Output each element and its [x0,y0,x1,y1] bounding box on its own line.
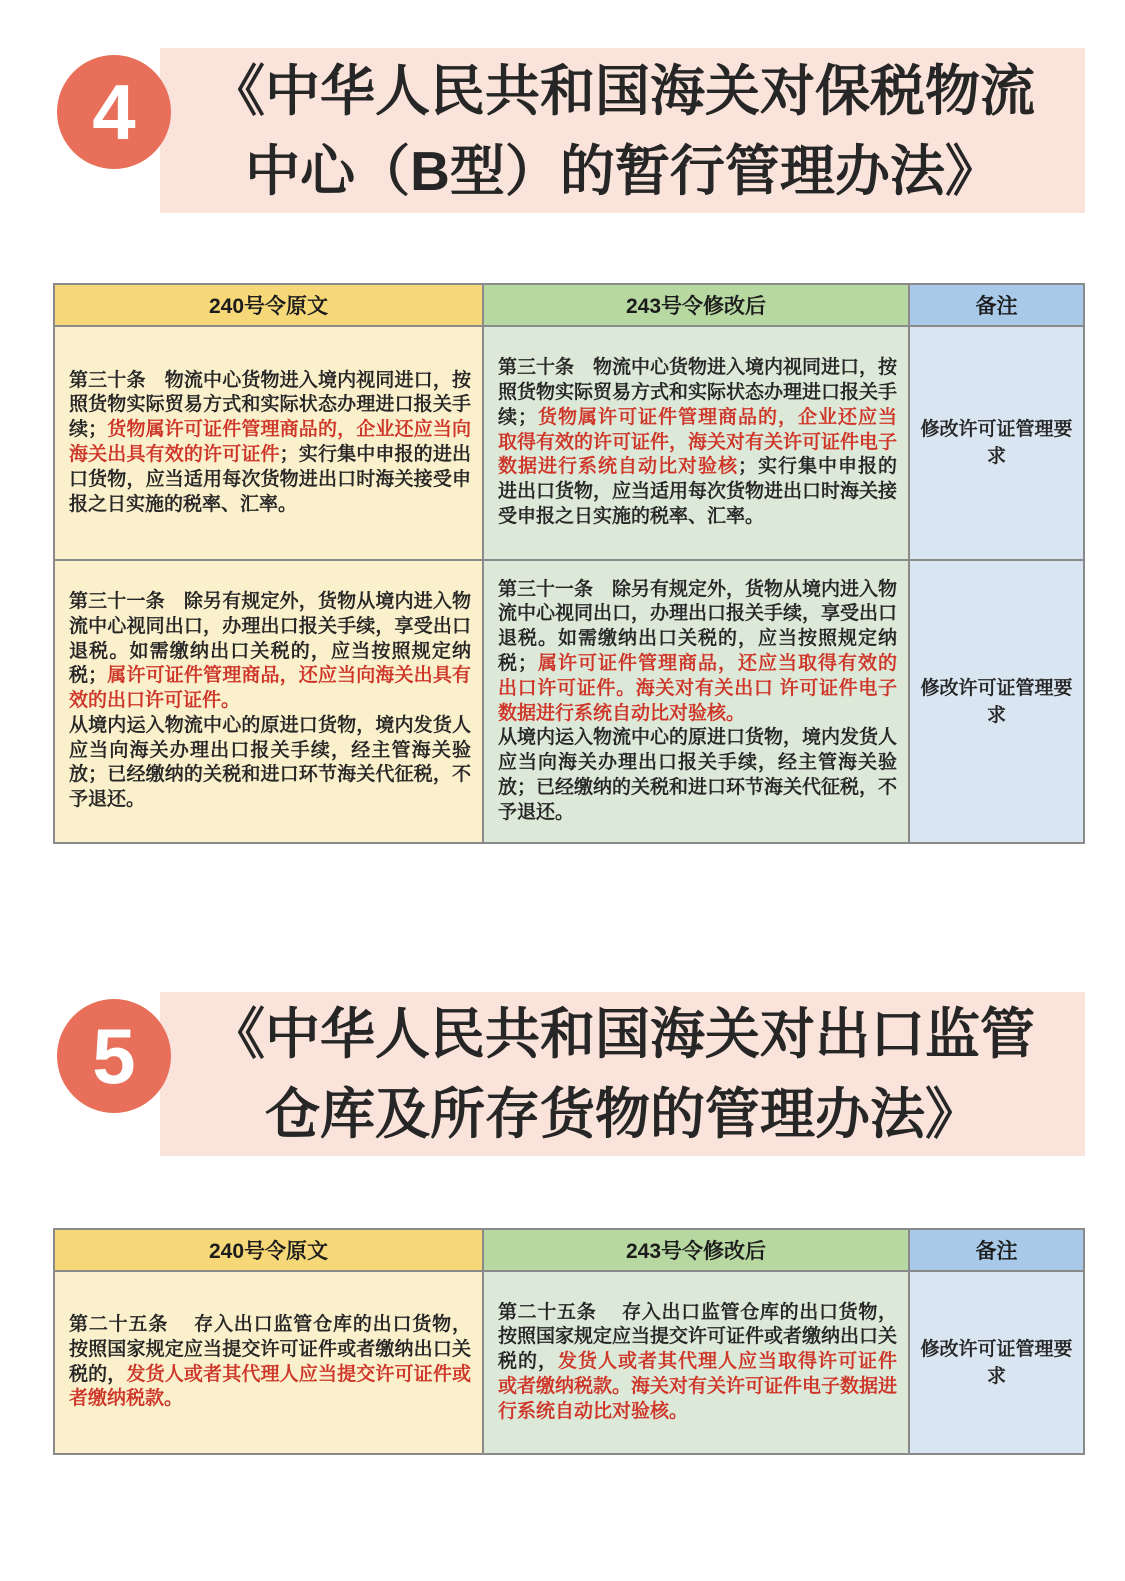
column-header-note: 备注 [909,1229,1084,1271]
cell-revised-article-31 [483,560,909,843]
text-segment: 第二十五条 存入出口监管仓库的出口货物，按照国家规定应当提交许可证件或者缴纳出口关税的， [498,1301,898,1373]
table-header-row [54,284,1084,326]
text-segment: 第三十一条 除另有规定外，货物从境内进入物流中心视同出口，办理出口报关手续，享受出口退税。如需缴纳出口关税的，应当按照规定纳税； [498,578,898,674]
text-segment-highlight: 属许可证件管理商品，还应当向海关出具有效的出口许可证件。 [69,665,471,712]
table-row [54,326,1084,560]
cell-original-article-25 [54,1271,483,1454]
text-segment-highlight: 发货人或者其代理人应当取得许可证件或者缴纳税款。海关对有关许可证件电子数据进行系统自动比对验核。 [498,1351,898,1422]
section-title-line-1: 《中华人民共和国海关对出口监管 [209,1003,1035,1065]
section-5 [0,992,1125,1455]
text-segment: 第三十条 物流中心货物进入境内视同进口，按照货物实际贸易方式和实际状态办理进口报关手续； [69,369,471,441]
cell-note: 修改许可证管理要求 [909,1271,1084,1454]
section-title-line-2: 仓库及所存货物的管理办法》 [264,1083,980,1145]
text-segment-highlight: 货物属许可证件管理商品的，企业还应当取得有效的许可证件，海关对有关许可证件电子数据进行系统自动比对验核 [498,406,898,478]
text-segment: 从境内运入物流中心的原进口货物，境内发货人应当向海关办理出口报关手续，经主管海关验放；已经缴纳的关税和进口环节海关代征税，不予退还。 [69,714,471,811]
section-4 [0,48,1125,844]
comparison-table-4 [53,283,1085,844]
table-row [54,1271,1084,1454]
section-title-line-2: 中心（B型）的暂行管理办法》 [245,139,1000,202]
column-header-note: 备注 [909,284,1084,326]
section-title-line-1: 《中华人民共和国海关对保税物流 [209,59,1035,122]
cell-original-article-30 [54,326,483,560]
table-row [54,560,1084,843]
text-segment: ；实行集中申报的进出口货物，应当适用每次货物进出口时海关接受申报之日实施的税率、汇率。 [69,444,471,515]
text-segment-highlight: 货物属许可证件管理商品的，企业还应当向海关出具有效的许可证件 [69,419,471,465]
column-header-revised: 243号令修改后 [483,1229,909,1271]
section-title-banner [160,48,1085,213]
section-title-banner [160,992,1085,1156]
section-number-badge: 5 [57,999,171,1113]
cell-note: 修改许可证管理要求 [909,326,1084,560]
column-header-original: 240号令原文 [54,1229,483,1271]
cell-revised-article-30 [483,326,909,560]
cell-original-article-31 [54,560,483,843]
text-segment: 第三十一条 除另有规定外，货物从境内进入物流中心视同出口，办理出口报关手续，享受出口退税。如需缴纳出口关税的，应当按照规定纳税； [69,590,471,687]
cell-revised-article-25 [483,1271,909,1454]
text-segment: 第三十条 物流中心货物进入境内视同进口，按照货物实际贸易方式和实际状态办理进口报关手续； [498,357,898,428]
table-header-row [54,1229,1084,1271]
text-segment-highlight: 发货人或者其代理人应当提交许可证件或者缴纳税款。 [69,1363,471,1410]
column-header-revised: 243号令修改后 [483,284,909,326]
text-segment: 第二十五条 存入出口监管仓库的出口货物，按照国家规定应当提交许可证件或者缴纳出口关税的， [69,1313,471,1385]
text-segment-highlight: 属许可证件管理商品，还应当取得有效的出口许可证件。海关对有关出口 许可证件电子数据进行系统自动比对验核。 [498,652,897,724]
section-number-badge: 4 [57,55,171,169]
cell-note: 修改许可证管理要求 [909,560,1084,843]
section-4-header [92,48,1085,213]
comparison-table-5 [53,1228,1085,1455]
text-segment: ；实行集中申报的进出口货物，应当适用每次货物进出口时海关接受申报之日实施的税率、汇率。 [498,456,898,527]
section-5-header [92,992,1085,1156]
column-header-original: 240号令原文 [54,284,483,326]
text-segment: 从境内运入物流中心的原进口货物，境内发货人应当向海关办理出口报关手续，经主管海关验放；已经缴纳的关税和进口环节海关代征税，不予退还。 [498,727,898,823]
